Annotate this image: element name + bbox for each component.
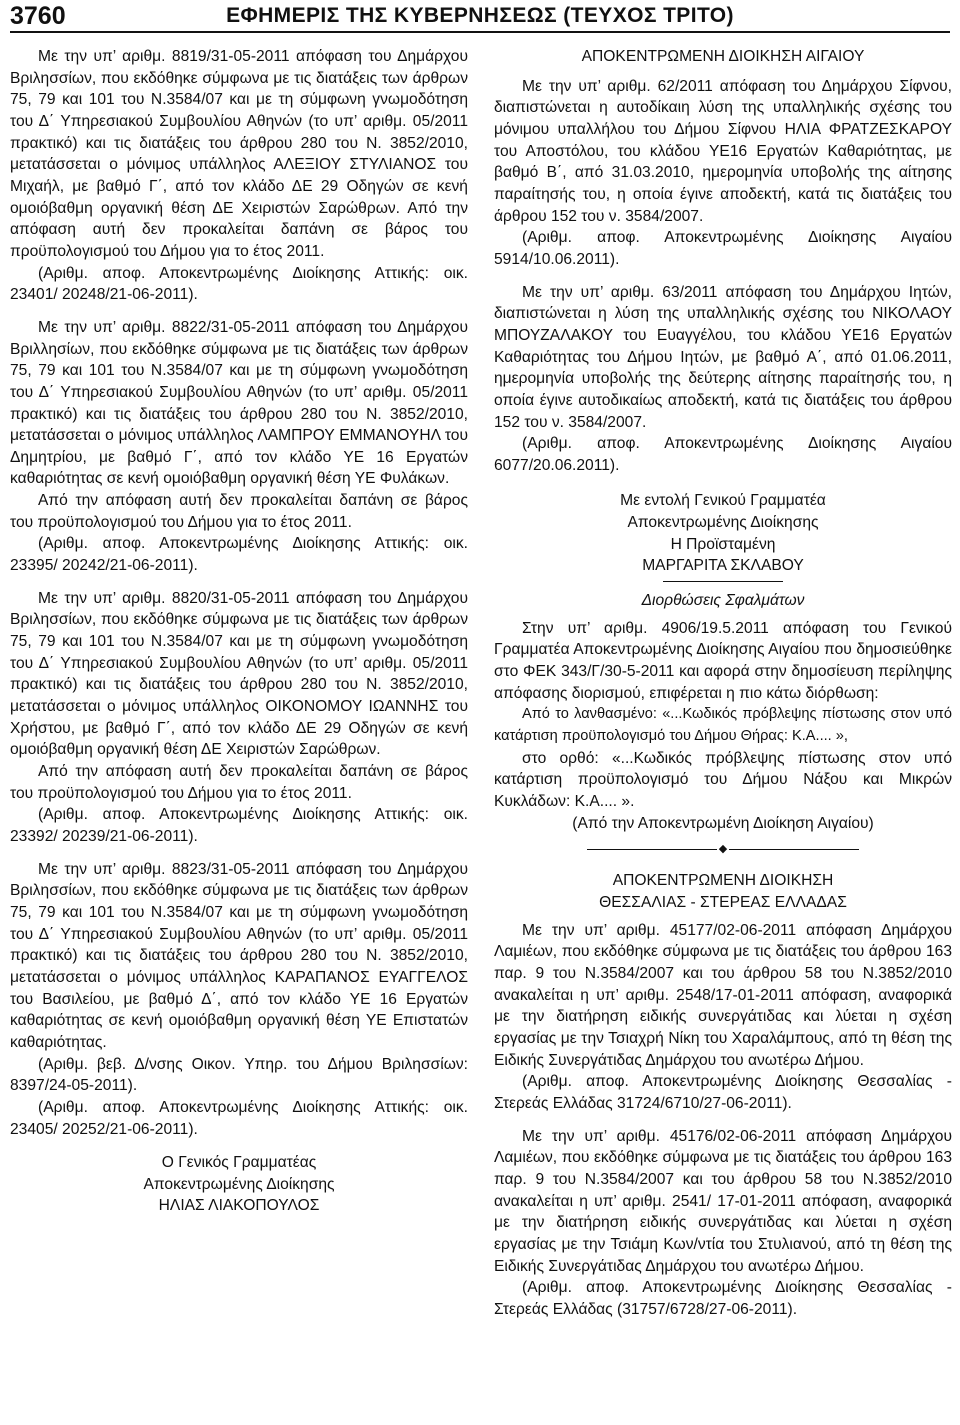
signature-name: ΜΑΡΓΑΡΙΤΑ ΣΚΛΑΒΟΥ [642, 557, 804, 575]
section-heading: ΑΠΟΚΕΝΤΡΩΜΕΝΗ ΔΙΟΙΚΗΣΗ [612, 872, 834, 890]
signature-block [494, 490, 952, 577]
signature-authority: Αποκεντρωμένης Διοίκησης [627, 514, 819, 532]
header-rule [10, 31, 950, 33]
correction-right: στο ορθό: «...Κωδικός πρόβλεψης πίστωσης στον υπό κατάρτιση προϋπολογισμό του Δήμου Νάξου και Μικρών Κυκλάδων: Κ.Α.... ». [494, 749, 952, 810]
right-column [494, 46, 952, 1421]
page-number: 3760 [10, 2, 66, 30]
signature-name: ΗΛΙΑΣ ΛΙΑΚΟΠΟΥΛΟΣ [158, 1197, 320, 1215]
decision-paragraph: Με την υπ’ αριθμ. 62/2011 απόφαση του Δημάρχου Σίφνου, διαπιστώνεται η αυτοδίκαιη λύση της υπαλληλικής σχέσης του μόνιμου υπαλλήλου του Δήμου Σίφνου ΗΛΙΑ ΦΡΑΤΖΕΣΚΑΡΟΥ του Αποστόλου, του κλάδου ΥΕ16 Εργατών Καθαριότητας, με βαθμό Β΄, από 31.03.2010, ημερομηνία υποβολής της αίτησης παραίτησής του, η οποία έγινε αποδεκτή, κατά τις διατάξεις του άρθρου 152 του ν. 3584/2007. [494, 77, 952, 225]
signature-role: Η Προϊσταμένη [670, 535, 776, 553]
divider-bar [587, 849, 717, 850]
divider-rule [663, 581, 783, 582]
signature-mandate: Με εντολή Γενικού Γραμματέα [620, 492, 826, 510]
reference-line: (Αριθμ. αποφ. Αποκεντρωμένης Διοίκησης Αττικής: οικ. 23401/ 20248/21-06-2011). [10, 264, 468, 304]
decision-paragraph: Με την υπ’ αριθμ. 8822/31-05-2011 απόφαση του Δημάρχου Βριλλησίων, που εκδόθηκε σύμφωνα με τις διατάξεις των άρθρων 75, 79 και 101 του Ν.3584/07 και με τη σύμφωνη γνωμοδότηση του Δ΄ Υπηρεσιακού Συμβουλίου Αθηνών (το υπ’ αριθμ. 05/2011 πρακτικό) και τις διατάξεις του άρθρου 280 του Ν. 3852/2010, μετατάσσεται ο μόνιμος υπάλληλος ΛΑΜΠΡΟΥ ΕΜΜΑΝΟΥΗΛ του Δημητρίου, με βαθμό Γ΄, από τον κλάδο ΥΕ 16 Εργατών καθαριότητας σε κενή ομοιόβαθμη οργανική θέση ΥΕ Φυλάκων. [10, 318, 468, 488]
decision-paragraph: Με την υπ’ αριθμ. 45176/02-06-2011 απόφαση Δημάρχου Λαμιέων, που εκδόθηκε σύμφωνα με τις διατάξεις του άρθρου 163 παρ. 9 του Ν.3584/2007 και του άρθρου 58 του Ν.3852/2010 ανακαλείται η υπ’ αριθμ. 2541/ 17-01-2011 απόφαση, αναφορικά με την διατήρηση ειδικής συνεργάτιδας και λύεται η σχέση εργασίας με την Τσιάμη Κων/ντία του Στυλιανού, από τη θέση της Ειδικής Συνεργάτιδας Δημάρχου του ανωτέρω Δήμου. [494, 1127, 952, 1275]
section-heading: ΑΠΟΚΕΝΤΡΩΜΕΝΗ ΔΙΟΙΚΗΣΗ ΑΙΓΑΙΟΥ [581, 48, 865, 65]
section-heading: ΘΕΣΣΑΛΙΑΣ - ΣΤΕΡΕΑΣ ΕΛΛΑΔΑΣ [599, 894, 847, 912]
diamond-icon: ◆ [718, 843, 728, 856]
reference-line: (Αριθμ. αποφ. Αποκεντρωμένης Διοίκησης Θεσσαλίας - Στερεάς Ελλάδας 31724/6710/27-06-2011). [494, 1073, 952, 1112]
reference-line: (Αριθμ. αποφ. Αποκεντρωμένης Διοίκησης Αττικής: οικ. 23392/ 20239/21-06-2011). [10, 806, 468, 845]
reference-line: (Αριθμ. βεβ. Δ/νσης Οικον. Υπηρ. του Δήμου Βριλησσίων: 8397/24-05-2011). [10, 1055, 468, 1095]
cost-statement: Από την απόφαση αυτή δεν προκαλείται δαπάνη σε βάρος του προϋπολογισμού του Δήμου για το έτος 2011. [10, 763, 468, 802]
divider-bar [729, 849, 859, 850]
correction-paragraph: Στην υπ’ αριθμ. 4906/19.5.2011 απόφαση του Γενικού Γραμματέα Αποκεντρωμένης Διοίκησης Αιγαίου που δημοσιεύθηκε στο ΦΕΚ 343/Γ/30-5-2011 και αφορά στην δημοσίευση περίληψης απόφασης διορισμού, επιφέρεται η πιο κάτω διόρθωση: [494, 619, 952, 702]
correction-source: (Από την Αποκεντρωμένη Διοίκηση Αιγαίου) [572, 814, 874, 832]
section-divider [494, 840, 952, 858]
decision-paragraph: Με την υπ’ αριθμ. 8819/31-05-2011 απόφαση του Δημάρχου Βριλησσίων, που εκδόθηκε σύμφωνα με τις διατάξεις των άρθρων 75, 79 και 101 του Ν.3584/07 και με τη σύμφωνη γνωμοδότηση του Δ΄ Υπηρεσιακού Συμβουλίου Αθηνών (το υπ’ αριθμ. 05/2011 πρακτικό) και τις διατάξεις του άρθρου 280 του Ν. 3852/2010, μετατάσσεται ο μόνιμος υπάλληλος ΑΛΕΞΙΟΥ ΣΤΥΛΙΑΝΟΣ του Μιχαήλ, με βαθμό Γ΄, από τον κλάδο ΔΕ 29 Οδηγών σε κενή ομοιόβαθμη οργανική θέση ΔΕ Χειριστών Σαρώθρων. Από την απόφαση αυτή δεν προκαλείται δαπάνη σε βάρος του προϋπολογισμού του Δήμου για το έτος 2011. [10, 48, 468, 260]
reference-line: (Αριθμ. αποφ. Αποκεντρωμένης Διοίκησης Αιγαίου 5914/10.06.2011). [494, 229, 952, 268]
correction-wrong: Από το λανθασμένο: «...Κωδικός πρόβλεψης πίστωσης στον υπό κατάρτιση προϋπολογισμό του Δήμου Θήρας: Κ.Α.... », [494, 706, 952, 745]
signature-authority: Αποκεντρωμένης Διοίκησης [143, 1175, 335, 1193]
decision-paragraph: Με την υπ’ αριθμ. 63/2011 απόφαση του Δημάρχου Ιητών, διαπιστώνεται η λύση της υπαλληλικής σχέσης του ΝΙΚΟΛΑΟΥ ΜΠΟΥΖΑΛΑΚΟΥ του Ευαγγέλου, του κλάδου ΥΕ16 Εργατών Καθαριότητας του Δήμου Ιητών, με βαθμό Α΄, από 01.06.2011, ημερομηνία υποβολής της δεύτερης αίτησης παραίτησής του, η οποία έγινε αυτοδικαίως αποδεκτή, κατά τις διατάξεις του άρθρου 152 του ν. 3584/2007. [494, 283, 952, 431]
signature-title: Ο Γενικός Γραμματέας [161, 1154, 317, 1172]
corrections-heading: Διορθώσεις Σφαλμάτων [641, 592, 805, 610]
page-header [0, 0, 960, 32]
decision-paragraph: Με την υπ’ αριθμ. 8820/31-05-2011 απόφαση του Δημάρχου Βριλησσίων, που εκδόθηκε σύμφωνα με τις διατάξεις των άρθρων 75, 79 και 101 του Ν.3584/07 και με τη σύμφωνη γνωμοδότηση του Δ΄ Υπηρεσιακού Συμβουλίου Αθηνών (το υπ’ αριθμ. 05/2011 πρακτικό) και τις διατάξεις του άρθρου 280 του Ν. 3852/2010, μετατάσσεται ο μόνιμος υπάλληλος ΟΙΚΟΝΟΜΟΥ ΙΩΑΝΝΗΣ του Χρήστου, με βαθμό Γ΄, από τον κλάδο ΔΕ 29 Οδηγών σε κενή ομοιόβαθμη οργανική θέση ΔΕ Χειριστών Σαρώθρων. [10, 589, 468, 759]
decision-paragraph: Με την υπ’ αριθμ. 45177/02-06-2011 απόφαση Δημάρχου Λαμιέων, που εκδόθηκε σύμφωνα με τις διατάξεις του άρθρου 163 παρ. 9 του Ν.3584/2007 και του άρθρου 58 του Ν.3852/2010 ανακαλείται η υπ’ αριθμ. 2548/17-01-2011 απόφαση, αναφορικά με την διατήρηση ειδικής συνεργάτιδας και λύεται η σχέση εργασίας με την Τσιαχρή Νίκη του Χαραλάμπους, από τη θέση της Ειδικής Συνεργάτιδας Δημάρχου του ανωτέρω Δήμου. [494, 921, 952, 1069]
cost-statement: Από την απόφαση αυτή δεν προκαλείται δαπάνη σε βάρος του προϋπολογισμού του Δήμου για το έτος 2011. [10, 492, 468, 531]
reference-line: (Αριθμ. αποφ. Αποκεντρωμένης Διοίκησης Αττικής: οικ. 23405/ 20252/21-06-2011). [10, 1098, 468, 1138]
signature-block [10, 1152, 468, 1217]
reference-line: (Αριθμ. αποφ. Αποκεντρωμένης Διοίκησης Αττικής: οικ. 23395/ 20242/21-06-2011). [10, 535, 468, 575]
reference-line: (Αριθμ. αποφ. Αποκεντρωμένης Διοίκησης Θεσσαλίας - Στερεάς Ελλάδας (31757/6728/27-06-2011). [494, 1279, 952, 1318]
reference-line: (Αριθμ. αποφ. Αποκεντρωμένης Διοίκησης Αιγαίου 6077/20.06.2011). [494, 435, 952, 474]
decision-paragraph: Με την υπ’ αριθμ. 8823/31-05-2011 απόφαση του Δημάρχου Βριλησσίων, που εκδόθηκε σύμφωνα με τις διατάξεις των άρθρων 75, 79 και 101 του Ν.3584/07 και με τη σύμφωνη γνωμοδότηση του Δ΄ Υπηρεσιακού Συμβουλίου Αθηνών (το υπ’ αριθμ. 05/2011 πρακτικό) και τις διατάξεις του άρθρου 280 του Ν. 3852/2010, μετατάσσεται ο μόνιμος υπάλληλος ΚΑΡΑΠΑΝΟΣ ΕΥΑΓΓΕΛΟΣ του Βασιλείου, με βαθμό Δ΄, από τον κλάδο ΥΕ 16 Εργατών καθαριότητας σε κενή ομοιόβαθμη οργανική θέση ΥΕ Επιστατών καθαριότητας. [10, 860, 468, 1051]
left-column [10, 46, 468, 1421]
journal-title: ΕΦΗΜΕΡΙΣ ΤΗΣ ΚΥΒΕΡΝΗΣΕΩΣ (ΤΕΥΧΟΣ ΤΡΙΤΟ) [226, 4, 734, 27]
